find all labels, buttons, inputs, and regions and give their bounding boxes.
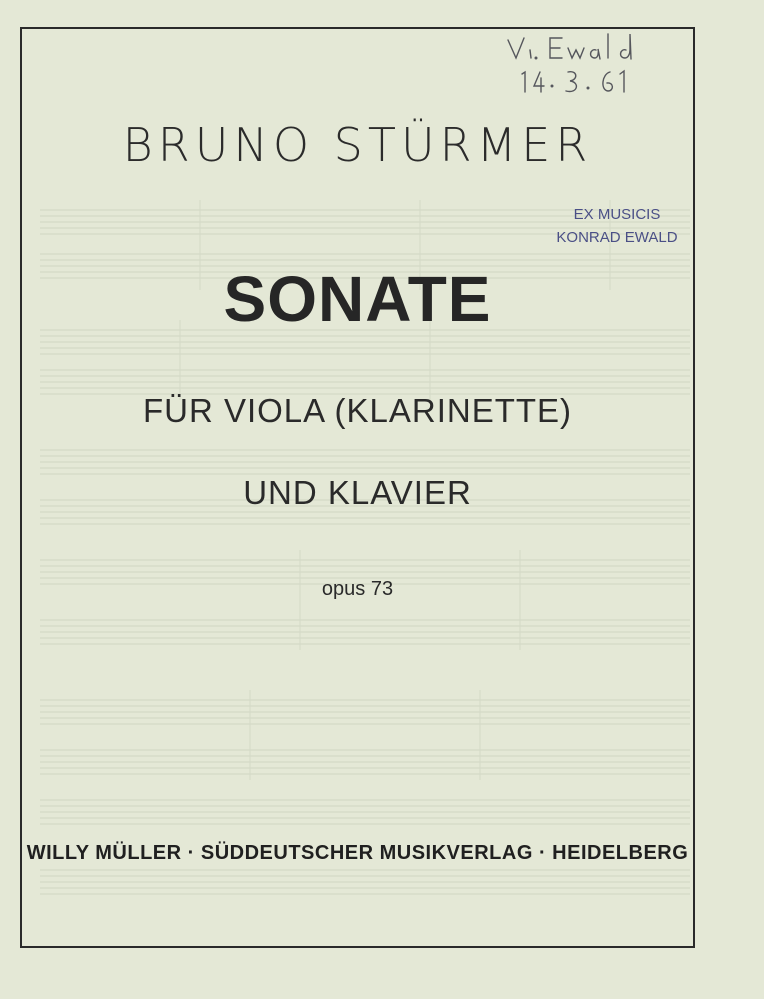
stamp-line-2: KONRAD EWALD	[556, 229, 678, 246]
stamp-line-1: EX MUSICIS	[573, 206, 661, 223]
instrumentation-line-2: UND KLAVIER	[243, 474, 472, 511]
publisher-imprint: WILLY MÜLLER · SÜDDEUTSCHER MUSIKVERLAG · HEIDELBERG	[26, 842, 689, 864]
composer-name: BRUNO STÜRMER	[122, 118, 593, 172]
ownership-stamp	[528, 203, 706, 249]
opus-number: opus 73	[321, 578, 394, 600]
work-title: SONATE	[223, 263, 492, 335]
handwritten-signature	[500, 28, 670, 98]
instrumentation-line-1: FÜR VIOLA (KLARINETTE)	[142, 392, 573, 429]
